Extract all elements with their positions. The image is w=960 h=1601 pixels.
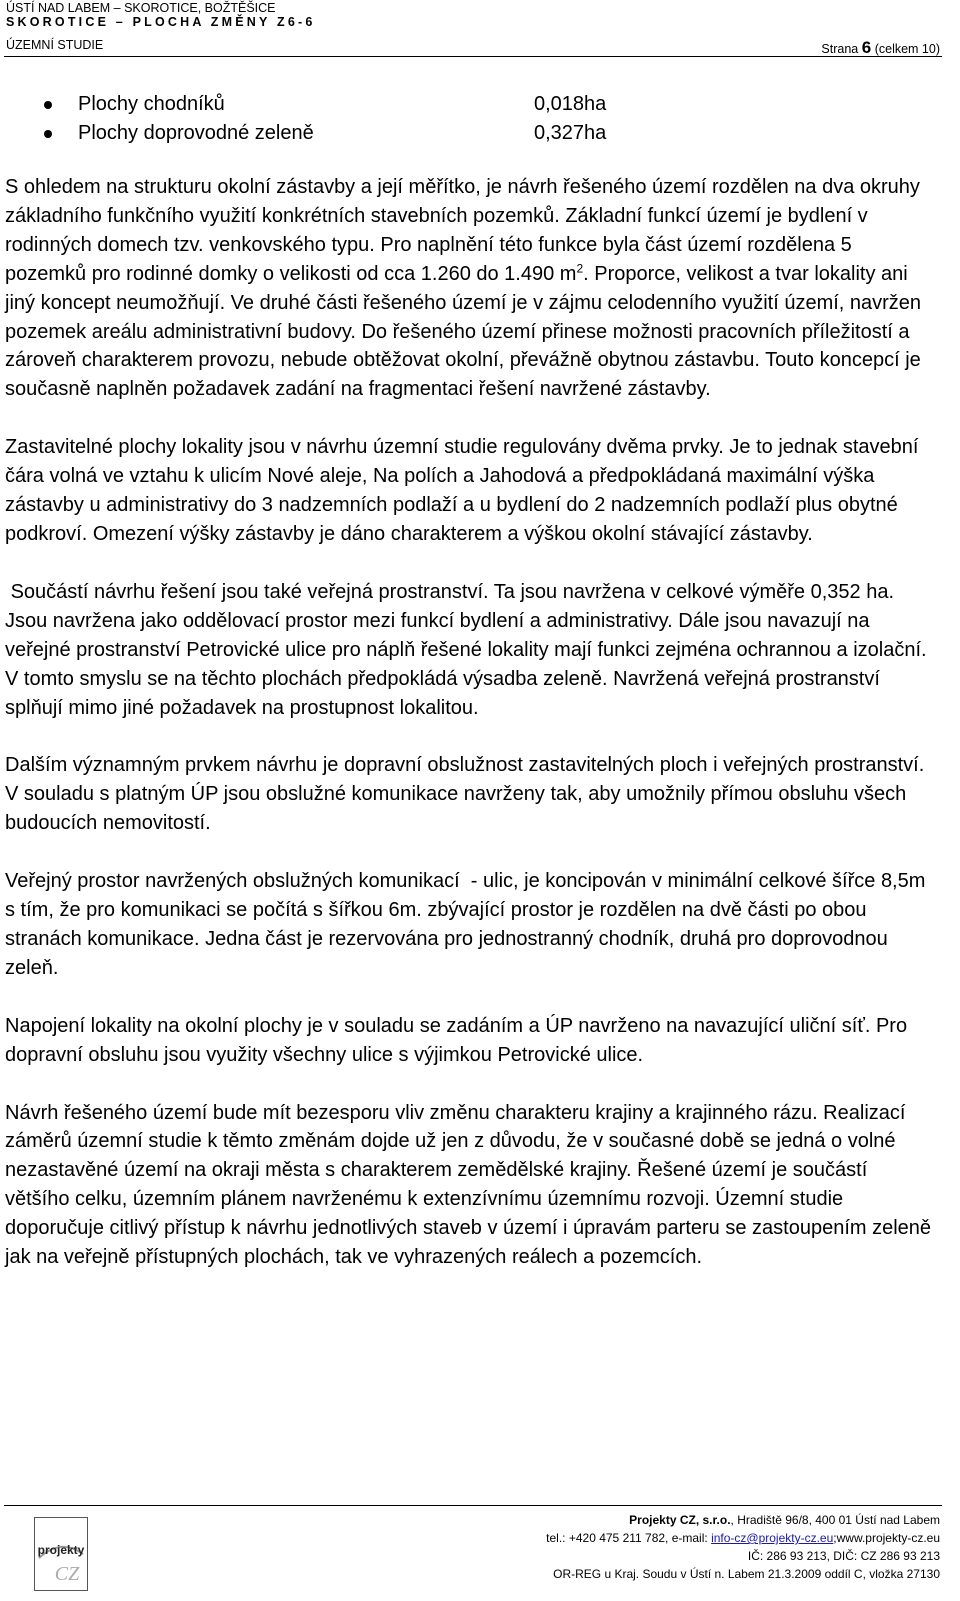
page-number-indicator <box>821 38 940 58</box>
page-prefix: Strana <box>821 42 859 56</box>
paragraph-connection: Napojení lokality na okolní plochy je v souladu se zadáním a ÚP navrženo na navazující uliční síť. Pro dopravní obsluhu jsou využity všechny ulice s výjimkou Petrovické ulice. <box>5 1014 908 1066</box>
phone-text: tel.: +420 475 211 782, e-mail: <box>546 1531 712 1545</box>
company-name: Projekty CZ, s.r.o. <box>629 1513 731 1527</box>
superscript: 2 <box>576 261 584 276</box>
paragraph-public-spaces: Součástí návrhu řešení jsou také veřejná prostranství. Ta jsou navržena v celkové výměře 0,352 ha. Jsou navržena jako oddělovací prostor mezi funkcí bydlení a administrativy. Dále jsou navazují na veřejné prostranství Petrovické ulice pro náplň řešené lokality mají funkci zejména ochrannou a izolační. V tomto smyslu se na těchto plochách předpokládá výsadba zeleně. Navržená veřejná prostranství splňují mimo jiné požadavek na prostupnost lokalitou. <box>5 580 933 719</box>
paragraph-text: . Proporce, velikost a tvar lokality ani jiný koncept neumožňují. Ve druhé části řešeného území je v zájmu celodenního využití území, navržen pozemek areálu administrativní budovy. Do řešeného území přinese možnosti pracovních příležitostí a zároveň charakterem provozu, nebude obtěžovat okolní, převážně obytnou zástavbu. Touto koncepcí je současně naplněn požadavek zadání na fragmentaci řešení navržené zástavby. <box>5 262 922 401</box>
footer-divider <box>4 1505 942 1506</box>
paragraph-landscape: Návrh řešeného území bude mít bezesporu vliv změnu charakteru krajiny a krajinného rázu. Realizací záměrů územní studie k těmto změnám dojde už jen z důvodu, že v současné době se jedná o volné nezastavěné území na okraji města s charakterem zemědělské krajiny. Řešené území je součástí většího celku, územním plánem navrženému k extenzívnímu územnímu rozvoji. Územní studie doporučuje citlivý přístup k návrhu jednotlivých staveb v území i úpravám parteru se zastoupením zeleně jak na veřejně přístupných plochách, tak ve vyhrazených reálech a pozemcích. <box>5 1101 932 1269</box>
company-logo <box>34 1517 88 1591</box>
footer-contact-line <box>380 1529 940 1547</box>
bullet-icon <box>44 130 52 138</box>
header-divider <box>4 56 942 57</box>
footer-contact <box>380 1511 940 1583</box>
bullet-icon <box>44 101 52 109</box>
company-address: , Hradiště 96/8, 400 01 Ústí nad Labem <box>730 1513 940 1527</box>
header-project-title: SKOROTICE – PLOCHA ZMĚNY Z6-6 <box>6 15 316 29</box>
logo-subtext: CZ <box>54 1563 80 1585</box>
paragraph-text: S ohledem na strukturu okolní zástavby a její měřítko, je návrh řešeného území rozdělen na dva okruhy základního funkčního využití konkrétních stavebních pozemků. Základní funkcí území je bydlení v rodinných domech tzv. venkovského typu. Pro naplnění této funkce byla část území rozdělena 5 pozemků pro rodinné domky o velikosti od cca 1.260 do 1.490 m <box>5 176 920 285</box>
list-item-label: Plochy doprovodné zeleně <box>78 122 314 144</box>
list-item-value: 0,018ha <box>534 93 607 115</box>
paragraph-regulation: Zastavitelné plochy lokality jsou v návrhu územní studie regulovány dvěma prvky. Je to jednak stavební čára volná ve vztahu k ulicím Nové aleje, Na polích a Jahodová a předpokládaná maximální výška zástavby u administrativy do 3 nadzemních podlaží a u bydlení do 2 nadzemních podlaží plus obytné podkroví. Omezení výšky zástavby je dáno charakterem a výškou okolní stávající zástavby. <box>5 436 919 545</box>
logo-text: projekty <box>37 1543 85 1557</box>
website-text: ;www.projekty-cz.eu <box>833 1531 940 1545</box>
list-item-label: Plochy chodníků <box>78 93 225 115</box>
footer-ids: IČ: 286 93 213, DIČ: CZ 286 93 213 <box>747 1549 940 1563</box>
email-link[interactable]: info-cz@projekty-cz.eu <box>711 1531 834 1545</box>
page-number: 6 <box>861 38 872 57</box>
document-body <box>5 173 937 1301</box>
header-document-type: ÚZEMNÍ STUDIE <box>6 38 104 52</box>
header-project-location: ÚSTÍ NAD LABEM – SKOROTICE, BOŽTĚŠICE <box>6 1 276 15</box>
list-item-value: 0,327ha <box>534 122 607 144</box>
paragraph-roads: Veřejný prostor navržených obslužných komunikací - ulic, je koncipován v minimální celkové šířce 8,5m s tím, že pro komunikaci se počítá s šířkou 6m. zbývající prostor je rozdělen na dvě části po obou stranách komunikace. Jedna část je rezervována pro jednostranný chodník, druhá pro doprovodnou zeleň. <box>5 870 931 979</box>
paragraph-transport: Dalším významným prvkem návrhu je dopravní obslužnost zastavitelných ploch i veřejných prostranství. V souladu s platným ÚP jsou obslužné komunikace navrženy tak, aby umožnily přímou obsluhu všech budoucích nemovitostí. <box>5 754 925 835</box>
paragraph-concept <box>5 173 937 404</box>
footer-company-line <box>380 1511 940 1529</box>
page-total: (celkem 10) <box>874 42 940 56</box>
footer-register: OR-REG u Kraj. Soudu v Ústí n. Labem 21.3.2009 oddíl C, vložka 27130 <box>553 1567 940 1581</box>
